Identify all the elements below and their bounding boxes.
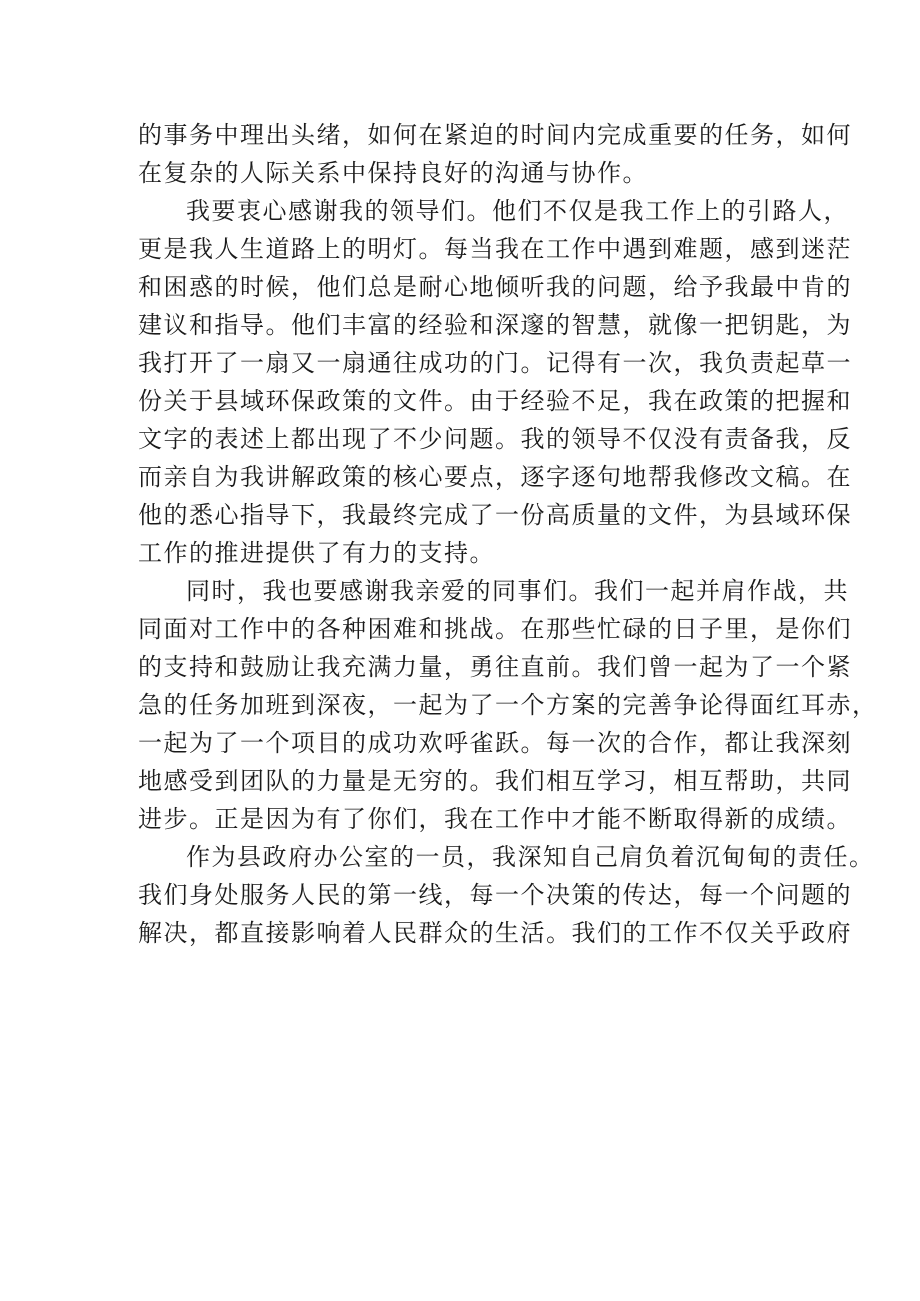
- text-line: 我们身处服务人民的第一线，每一个决策的传达，每一个问题的: [138, 881, 852, 909]
- body-text: [138, 116, 878, 952]
- text-line: 我要衷心感谢我的领导们。他们不仅是我工作上的引路人，: [186, 197, 849, 225]
- text-line: 进步。正是因为有了你们，我在工作中才能不断取得新的成绩。: [138, 805, 852, 833]
- text-line: 同时，我也要感谢我亲爱的同事们。我们一起并肩作战，共: [186, 577, 849, 605]
- text-line: 在复杂的人际关系中保持良好的沟通与协作。: [138, 159, 648, 187]
- text-line: 文字的表述上都出现了不少问题。我的领导不仅没有责备我，反: [138, 425, 852, 453]
- paragraph: [138, 116, 852, 192]
- paragraph: [138, 838, 875, 952]
- text-line: 急的任务加班到深夜，一起为了一个方案的完善争论得面红耳赤，: [138, 691, 878, 719]
- text-line: 和困惑的时候，他们总是耐心地倾听我的问题，给予我最中肯的: [138, 273, 852, 301]
- text-line: 建议和指导。他们丰富的经验和深邃的智慧，就像一把钥匙，为: [138, 311, 852, 339]
- text-line: 更是我人生道路上的明灯。每当我在工作中遇到难题，感到迷茫: [138, 235, 852, 263]
- text-line: 份关于县域环保政策的文件。由于经验不足，我在政策的把握和: [138, 387, 852, 415]
- text-line: 工作的推进提供了有力的支持。: [138, 539, 495, 567]
- text-line: 的事务中理出头绪，如何在紧迫的时间内完成重要的任务，如何: [138, 121, 852, 149]
- text-line: 作为县政府办公室的一员，我深知自己肩负着沉甸甸的责任。: [186, 843, 875, 871]
- text-line: 地感受到团队的力量是无穷的。我们相互学习，相互帮助，共同: [138, 767, 852, 795]
- text-line: 解决，都直接影响着人民群众的生活。我们的工作不仅关乎政府: [138, 919, 852, 947]
- text-line: 同面对工作中的各种困难和挑战。在那些忙碌的日子里，是你们: [138, 615, 852, 643]
- text-line: 一起为了一个项目的成功欢呼雀跃。每一次的合作，都让我深刻: [138, 729, 852, 757]
- text-line: 而亲自为我讲解政策的核心要点，逐字逐句地帮我修改文稿。在: [138, 463, 852, 491]
- text-line: 的支持和鼓励让我充满力量，勇往直前。我们曾一起为了一个紧: [138, 653, 852, 681]
- paragraph: [138, 192, 852, 572]
- text-line: 他的悉心指导下，我最终完成了一份高质量的文件，为县域环保: [138, 501, 852, 529]
- paragraph: [138, 572, 878, 838]
- text-line: 我打开了一扇又一扇通往成功的门。记得有一次，我负责起草一: [138, 349, 852, 377]
